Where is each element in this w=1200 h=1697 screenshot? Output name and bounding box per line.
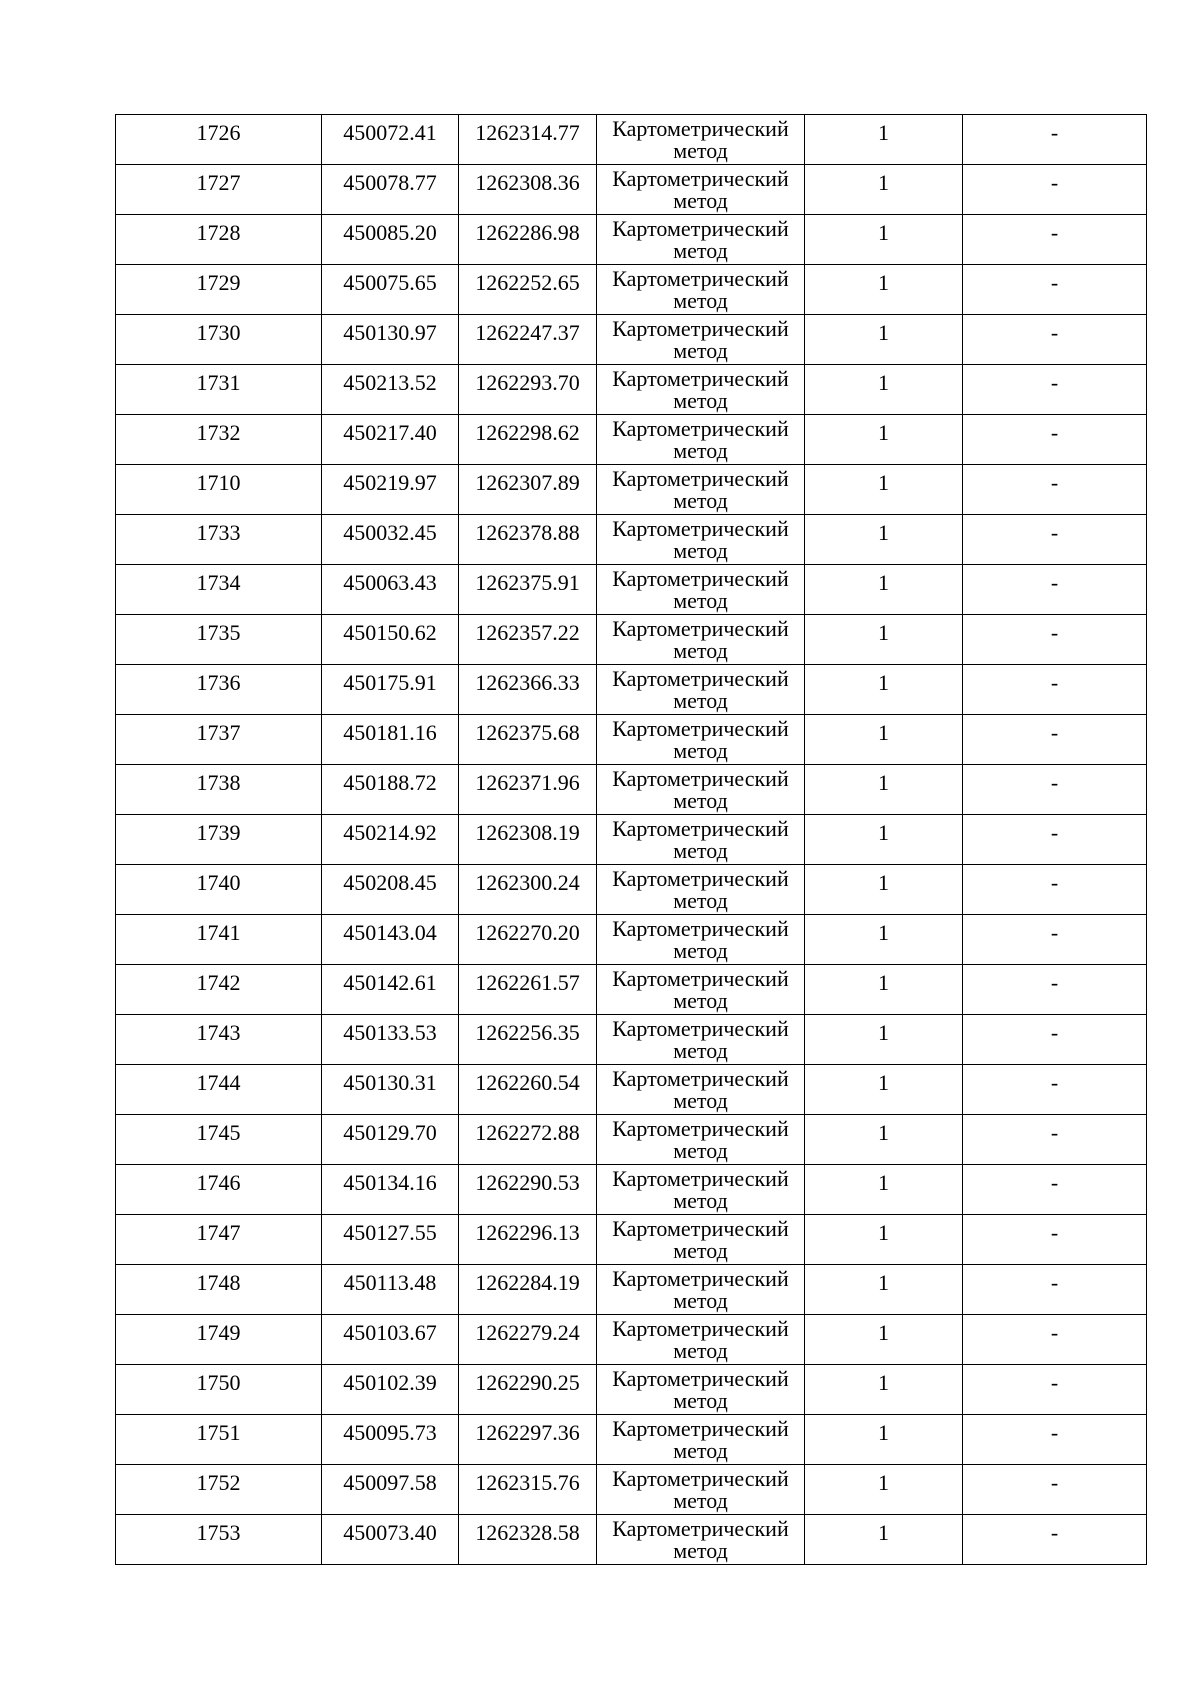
method-label-line2: метод bbox=[673, 1388, 728, 1413]
note-cell: - bbox=[963, 1165, 1147, 1215]
y-coordinate-cell: 1262279.24 bbox=[459, 1315, 597, 1365]
x-coordinate-cell: 450129.70 bbox=[322, 1115, 459, 1165]
y-coordinate-cell: 1262290.53 bbox=[459, 1165, 597, 1215]
method-label-line2: метод bbox=[673, 138, 728, 163]
point-number-cell: 1745 bbox=[116, 1115, 322, 1165]
y-coordinate-cell: 1262371.96 bbox=[459, 765, 597, 815]
method-label-line1: Картометрический bbox=[612, 616, 789, 641]
method-label-line1: Картометрический bbox=[612, 216, 789, 241]
y-coordinate-cell: 1262272.88 bbox=[459, 1115, 597, 1165]
accuracy-cell: 1 bbox=[805, 915, 963, 965]
table-row bbox=[116, 765, 1147, 815]
note-cell: - bbox=[963, 515, 1147, 565]
method-cell bbox=[597, 1365, 805, 1415]
y-coordinate-cell: 1262270.20 bbox=[459, 915, 597, 965]
method-label-line1: Картометрический bbox=[612, 166, 789, 191]
table-row bbox=[116, 165, 1147, 215]
accuracy-cell: 1 bbox=[805, 1515, 963, 1565]
table-body bbox=[116, 115, 1147, 1565]
note-cell: - bbox=[963, 615, 1147, 665]
method-cell bbox=[597, 1115, 805, 1165]
method-cell bbox=[597, 565, 805, 615]
method-cell bbox=[597, 1465, 805, 1515]
x-coordinate-cell: 450134.16 bbox=[322, 1165, 459, 1215]
table-row bbox=[116, 1365, 1147, 1415]
point-number-cell: 1729 bbox=[116, 265, 322, 315]
accuracy-cell: 1 bbox=[805, 365, 963, 415]
method-label-line1: Картометрический bbox=[612, 1316, 789, 1341]
note-cell: - bbox=[963, 715, 1147, 765]
method-cell bbox=[597, 465, 805, 515]
method-cell bbox=[597, 515, 805, 565]
note-cell: - bbox=[963, 1015, 1147, 1065]
method-label-line1: Картометрический bbox=[612, 1416, 789, 1441]
accuracy-cell: 1 bbox=[805, 1315, 963, 1365]
table-row bbox=[116, 965, 1147, 1015]
x-coordinate-cell: 450095.73 bbox=[322, 1415, 459, 1465]
point-number-cell: 1749 bbox=[116, 1315, 322, 1365]
method-label-line1: Картометрический bbox=[612, 116, 789, 141]
y-coordinate-cell: 1262297.36 bbox=[459, 1415, 597, 1465]
note-cell: - bbox=[963, 265, 1147, 315]
y-coordinate-cell: 1262375.91 bbox=[459, 565, 597, 615]
method-label-line1: Картометрический bbox=[612, 1166, 789, 1191]
table-row bbox=[116, 1165, 1147, 1215]
method-cell bbox=[597, 615, 805, 665]
method-label-line2: метод bbox=[673, 238, 728, 263]
method-label-line1: Картометрический bbox=[612, 366, 789, 391]
note-cell: - bbox=[963, 1315, 1147, 1365]
point-number-cell: 1726 bbox=[116, 115, 322, 165]
method-cell bbox=[597, 1015, 805, 1065]
method-cell bbox=[597, 915, 805, 965]
y-coordinate-cell: 1262298.62 bbox=[459, 415, 597, 465]
accuracy-cell: 1 bbox=[805, 565, 963, 615]
point-number-cell: 1735 bbox=[116, 615, 322, 665]
table-row bbox=[116, 1115, 1147, 1165]
method-label-line2: метод bbox=[673, 1088, 728, 1113]
method-label-line1: Картометрический bbox=[612, 1116, 789, 1141]
method-cell bbox=[597, 165, 805, 215]
accuracy-cell: 1 bbox=[805, 1065, 963, 1115]
y-coordinate-cell: 1262328.58 bbox=[459, 1515, 597, 1565]
note-cell: - bbox=[963, 1065, 1147, 1115]
method-label-line1: Картометрический bbox=[612, 766, 789, 791]
accuracy-cell: 1 bbox=[805, 415, 963, 465]
table-row bbox=[116, 1215, 1147, 1265]
method-label-line1: Картометрический bbox=[612, 266, 789, 291]
x-coordinate-cell: 450150.62 bbox=[322, 615, 459, 665]
method-cell bbox=[597, 1065, 805, 1115]
point-number-cell: 1746 bbox=[116, 1165, 322, 1215]
y-coordinate-cell: 1262286.98 bbox=[459, 215, 597, 265]
y-coordinate-cell: 1262293.70 bbox=[459, 365, 597, 415]
table-row bbox=[116, 1415, 1147, 1465]
point-number-cell: 1751 bbox=[116, 1415, 322, 1465]
method-cell bbox=[597, 1215, 805, 1265]
accuracy-cell: 1 bbox=[805, 965, 963, 1015]
y-coordinate-cell: 1262308.36 bbox=[459, 165, 597, 215]
x-coordinate-cell: 450097.58 bbox=[322, 1465, 459, 1515]
x-coordinate-cell: 450072.41 bbox=[322, 115, 459, 165]
table-row bbox=[116, 215, 1147, 265]
y-coordinate-cell: 1262260.54 bbox=[459, 1065, 597, 1115]
point-number-cell: 1748 bbox=[116, 1265, 322, 1315]
method-cell bbox=[597, 215, 805, 265]
note-cell: - bbox=[963, 1415, 1147, 1465]
point-number-cell: 1727 bbox=[116, 165, 322, 215]
note-cell: - bbox=[963, 665, 1147, 715]
table-row bbox=[116, 1015, 1147, 1065]
y-coordinate-cell: 1262256.35 bbox=[459, 1015, 597, 1065]
point-number-cell: 1734 bbox=[116, 565, 322, 615]
method-label-line2: метод bbox=[673, 838, 728, 863]
y-coordinate-cell: 1262252.65 bbox=[459, 265, 597, 315]
method-label-line2: метод bbox=[673, 588, 728, 613]
method-label-line1: Картометрический bbox=[612, 1266, 789, 1291]
method-cell bbox=[597, 1265, 805, 1315]
x-coordinate-cell: 450217.40 bbox=[322, 415, 459, 465]
accuracy-cell: 1 bbox=[805, 1365, 963, 1415]
x-coordinate-cell: 450130.97 bbox=[322, 315, 459, 365]
table-row bbox=[116, 865, 1147, 915]
note-cell: - bbox=[963, 1215, 1147, 1265]
x-coordinate-cell: 450142.61 bbox=[322, 965, 459, 1015]
x-coordinate-cell: 450078.77 bbox=[322, 165, 459, 215]
accuracy-cell: 1 bbox=[805, 465, 963, 515]
x-coordinate-cell: 450188.72 bbox=[322, 765, 459, 815]
note-cell: - bbox=[963, 1115, 1147, 1165]
table-row bbox=[116, 915, 1147, 965]
table-row bbox=[116, 265, 1147, 315]
x-coordinate-cell: 450127.55 bbox=[322, 1215, 459, 1265]
accuracy-cell: 1 bbox=[805, 1165, 963, 1215]
accuracy-cell: 1 bbox=[805, 1265, 963, 1315]
table-row bbox=[116, 565, 1147, 615]
point-number-cell: 1728 bbox=[116, 215, 322, 265]
method-cell bbox=[597, 765, 805, 815]
point-number-cell: 1737 bbox=[116, 715, 322, 765]
y-coordinate-cell: 1262314.77 bbox=[459, 115, 597, 165]
x-coordinate-cell: 450213.52 bbox=[322, 365, 459, 415]
x-coordinate-cell: 450073.40 bbox=[322, 1515, 459, 1565]
point-number-cell: 1747 bbox=[116, 1215, 322, 1265]
accuracy-cell: 1 bbox=[805, 315, 963, 365]
method-cell bbox=[597, 1315, 805, 1365]
method-label-line2: метод bbox=[673, 1338, 728, 1363]
x-coordinate-cell: 450181.16 bbox=[322, 715, 459, 765]
table-row bbox=[116, 365, 1147, 415]
method-label-line2: метод bbox=[673, 1038, 728, 1063]
y-coordinate-cell: 1262357.22 bbox=[459, 615, 597, 665]
method-cell bbox=[597, 315, 805, 365]
x-coordinate-cell: 450208.45 bbox=[322, 865, 459, 915]
x-coordinate-cell: 450133.53 bbox=[322, 1015, 459, 1065]
x-coordinate-cell: 450175.91 bbox=[322, 665, 459, 715]
method-cell bbox=[597, 115, 805, 165]
accuracy-cell: 1 bbox=[805, 815, 963, 865]
method-cell bbox=[597, 365, 805, 415]
x-coordinate-cell: 450130.31 bbox=[322, 1065, 459, 1115]
point-number-cell: 1733 bbox=[116, 515, 322, 565]
y-coordinate-cell: 1262300.24 bbox=[459, 865, 597, 915]
accuracy-cell: 1 bbox=[805, 865, 963, 915]
x-coordinate-cell: 450063.43 bbox=[322, 565, 459, 615]
y-coordinate-cell: 1262315.76 bbox=[459, 1465, 597, 1515]
x-coordinate-cell: 450085.20 bbox=[322, 215, 459, 265]
table-row bbox=[116, 1315, 1147, 1365]
accuracy-cell: 1 bbox=[805, 165, 963, 215]
method-cell bbox=[597, 1415, 805, 1465]
point-number-cell: 1730 bbox=[116, 315, 322, 365]
method-label-line1: Картометрический bbox=[612, 866, 789, 891]
method-label-line2: метод bbox=[673, 188, 728, 213]
method-cell bbox=[597, 715, 805, 765]
y-coordinate-cell: 1262247.37 bbox=[459, 315, 597, 365]
method-label-line2: метод bbox=[673, 1538, 728, 1563]
table-row bbox=[116, 1465, 1147, 1515]
point-number-cell: 1753 bbox=[116, 1515, 322, 1565]
note-cell: - bbox=[963, 915, 1147, 965]
accuracy-cell: 1 bbox=[805, 215, 963, 265]
point-number-cell: 1731 bbox=[116, 365, 322, 415]
point-number-cell: 1743 bbox=[116, 1015, 322, 1065]
method-label-line1: Картометрический bbox=[612, 416, 789, 441]
method-cell bbox=[597, 665, 805, 715]
method-label-line1: Картометрический bbox=[612, 316, 789, 341]
method-label-line2: метод bbox=[673, 1488, 728, 1513]
method-label-line2: метод bbox=[673, 938, 728, 963]
method-label-line1: Картометрический bbox=[612, 666, 789, 691]
table-row bbox=[116, 815, 1147, 865]
accuracy-cell: 1 bbox=[805, 1115, 963, 1165]
method-label-line2: метод bbox=[673, 538, 728, 563]
coordinates-table bbox=[115, 114, 1147, 1565]
x-coordinate-cell: 450143.04 bbox=[322, 915, 459, 965]
note-cell: - bbox=[963, 365, 1147, 415]
method-label-line1: Картометрический bbox=[612, 1466, 789, 1491]
x-coordinate-cell: 450075.65 bbox=[322, 265, 459, 315]
note-cell: - bbox=[963, 315, 1147, 365]
method-label-line2: метод bbox=[673, 1288, 728, 1313]
y-coordinate-cell: 1262261.57 bbox=[459, 965, 597, 1015]
method-cell bbox=[597, 1515, 805, 1565]
note-cell: - bbox=[963, 165, 1147, 215]
accuracy-cell: 1 bbox=[805, 765, 963, 815]
note-cell: - bbox=[963, 115, 1147, 165]
y-coordinate-cell: 1262375.68 bbox=[459, 715, 597, 765]
x-coordinate-cell: 450032.45 bbox=[322, 515, 459, 565]
x-coordinate-cell: 450102.39 bbox=[322, 1365, 459, 1415]
method-label-line2: метод bbox=[673, 488, 728, 513]
method-label-line2: метод bbox=[673, 688, 728, 713]
accuracy-cell: 1 bbox=[805, 715, 963, 765]
method-label-line1: Картометрический bbox=[612, 566, 789, 591]
table-row bbox=[116, 315, 1147, 365]
y-coordinate-cell: 1262378.88 bbox=[459, 515, 597, 565]
point-number-cell: 1732 bbox=[116, 415, 322, 465]
x-coordinate-cell: 450214.92 bbox=[322, 815, 459, 865]
point-number-cell: 1742 bbox=[116, 965, 322, 1015]
note-cell: - bbox=[963, 815, 1147, 865]
method-label-line1: Картометрический bbox=[612, 1016, 789, 1041]
accuracy-cell: 1 bbox=[805, 1415, 963, 1465]
x-coordinate-cell: 450103.67 bbox=[322, 1315, 459, 1365]
method-cell bbox=[597, 415, 805, 465]
method-label-line1: Картометрический bbox=[612, 916, 789, 941]
method-label-line1: Картометрический bbox=[612, 816, 789, 841]
point-number-cell: 1740 bbox=[116, 865, 322, 915]
point-number-cell: 1741 bbox=[116, 915, 322, 965]
accuracy-cell: 1 bbox=[805, 615, 963, 665]
method-label-line1: Картометрический bbox=[612, 1066, 789, 1091]
method-label-line1: Картометрический bbox=[612, 1366, 789, 1391]
table-row bbox=[116, 1065, 1147, 1115]
y-coordinate-cell: 1262307.89 bbox=[459, 465, 597, 515]
point-number-cell: 1710 bbox=[116, 465, 322, 515]
note-cell: - bbox=[963, 765, 1147, 815]
method-label-line2: метод bbox=[673, 888, 728, 913]
method-label-line2: метод bbox=[673, 1188, 728, 1213]
table-row bbox=[116, 465, 1147, 515]
method-cell bbox=[597, 815, 805, 865]
y-coordinate-cell: 1262308.19 bbox=[459, 815, 597, 865]
note-cell: - bbox=[963, 865, 1147, 915]
y-coordinate-cell: 1262366.33 bbox=[459, 665, 597, 715]
method-label-line2: метод bbox=[673, 638, 728, 663]
accuracy-cell: 1 bbox=[805, 115, 963, 165]
method-label-line2: метод bbox=[673, 1238, 728, 1263]
note-cell: - bbox=[963, 1365, 1147, 1415]
method-label-line2: метод bbox=[673, 788, 728, 813]
note-cell: - bbox=[963, 415, 1147, 465]
accuracy-cell: 1 bbox=[805, 265, 963, 315]
table-row bbox=[116, 415, 1147, 465]
method-cell bbox=[597, 1165, 805, 1215]
table-row bbox=[116, 665, 1147, 715]
point-number-cell: 1739 bbox=[116, 815, 322, 865]
point-number-cell: 1744 bbox=[116, 1065, 322, 1115]
method-label-line1: Картометрический bbox=[612, 716, 789, 741]
accuracy-cell: 1 bbox=[805, 1015, 963, 1065]
method-cell bbox=[597, 865, 805, 915]
note-cell: - bbox=[963, 215, 1147, 265]
method-label-line2: метод bbox=[673, 438, 728, 463]
x-coordinate-cell: 450219.97 bbox=[322, 465, 459, 515]
y-coordinate-cell: 1262296.13 bbox=[459, 1215, 597, 1265]
y-coordinate-cell: 1262284.19 bbox=[459, 1265, 597, 1315]
note-cell: - bbox=[963, 1465, 1147, 1515]
table-row bbox=[116, 515, 1147, 565]
method-label-line1: Картометрический bbox=[612, 466, 789, 491]
method-label-line1: Картометрический bbox=[612, 966, 789, 991]
method-cell bbox=[597, 265, 805, 315]
point-number-cell: 1752 bbox=[116, 1465, 322, 1515]
table-row bbox=[116, 115, 1147, 165]
y-coordinate-cell: 1262290.25 bbox=[459, 1365, 597, 1415]
method-label-line2: метод bbox=[673, 1138, 728, 1163]
table-row bbox=[116, 1515, 1147, 1565]
table-row bbox=[116, 1265, 1147, 1315]
method-cell bbox=[597, 965, 805, 1015]
method-label-line2: метод bbox=[673, 1438, 728, 1463]
note-cell: - bbox=[963, 1265, 1147, 1315]
x-coordinate-cell: 450113.48 bbox=[322, 1265, 459, 1315]
note-cell: - bbox=[963, 1515, 1147, 1565]
table-row bbox=[116, 615, 1147, 665]
note-cell: - bbox=[963, 965, 1147, 1015]
accuracy-cell: 1 bbox=[805, 1215, 963, 1265]
method-label-line2: метод bbox=[673, 338, 728, 363]
method-label-line2: метод bbox=[673, 738, 728, 763]
method-label-line2: метод bbox=[673, 388, 728, 413]
method-label-line2: метод bbox=[673, 288, 728, 313]
point-number-cell: 1738 bbox=[116, 765, 322, 815]
point-number-cell: 1750 bbox=[116, 1365, 322, 1415]
method-label-line1: Картометрический bbox=[612, 1216, 789, 1241]
accuracy-cell: 1 bbox=[805, 515, 963, 565]
accuracy-cell: 1 bbox=[805, 665, 963, 715]
accuracy-cell: 1 bbox=[805, 1465, 963, 1515]
method-label-line2: метод bbox=[673, 988, 728, 1013]
point-number-cell: 1736 bbox=[116, 665, 322, 715]
method-label-line1: Картометрический bbox=[612, 516, 789, 541]
table-row bbox=[116, 715, 1147, 765]
note-cell: - bbox=[963, 465, 1147, 515]
method-label-line1: Картометрический bbox=[612, 1516, 789, 1541]
note-cell: - bbox=[963, 565, 1147, 615]
